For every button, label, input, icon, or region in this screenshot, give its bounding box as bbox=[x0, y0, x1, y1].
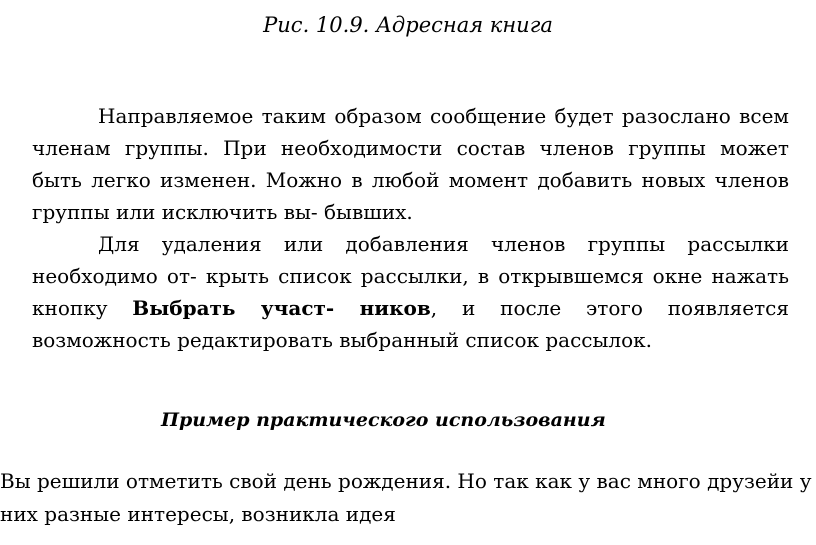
button-name-bold: Выбрать участ- ников bbox=[132, 296, 431, 320]
paragraph-2 bbox=[32, 228, 789, 356]
section-heading: Пример практического использования bbox=[161, 409, 606, 431]
example-text bbox=[0, 465, 816, 531]
example-line-1: Вы решили отметить свой день рождения. Но так как у вас много друзейи у bbox=[0, 469, 812, 493]
paragraph-1: Направляемое таким образом сообщение будет разослано всем членам группы. При необходимости состав членов группы может быть легко изменен. Можно в любой момент добавить новых членов группы или исключить вы- бывших. bbox=[32, 104, 789, 224]
example-line-2: них разные интересы, возникла идея bbox=[0, 502, 396, 526]
paragraph-2-start: Для удаления или добавления членов группы рассылки необходимо от- крыть список рассылки, в открывшемся окне нажать кнопку bbox=[32, 232, 789, 320]
figure-caption: Рис. 10.9. Адресная книга bbox=[263, 13, 553, 37]
paragraph-2-end: , и после этого появляется возможность редактировать выбранный список рассылок. bbox=[32, 296, 789, 352]
body-text bbox=[32, 100, 789, 356]
